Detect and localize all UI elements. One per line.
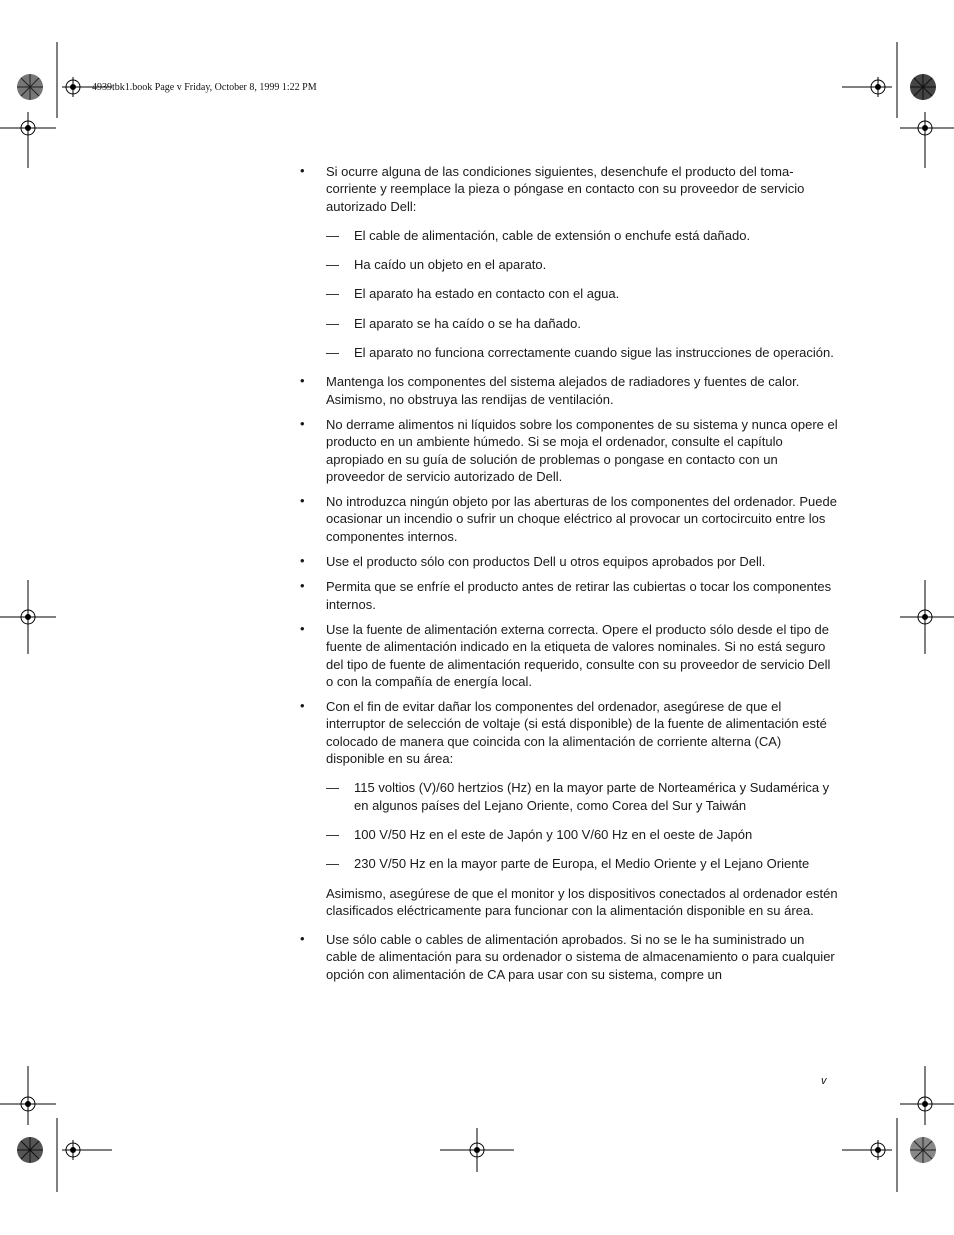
sub-item: — 230 V/50 Hz en la mayor parte de Europa, el Medio Oriente y el Lejano Oriente [326, 856, 810, 872]
sub-item: — 115 voltios (V)/60 hertzios (Hz) en la mayor parte de Norteamérica y Sudamérica y en algunos países del Lejano Oriente, como Corea del Sur y Taiwán [326, 780, 830, 813]
item-text: Use sólo cable o cables de alimentación aprobados. Si no se le ha suministrado un cable de alimentación para su ordenador o sistema de almacenamiento o para cualquier opción con alimentación de CA para usar con su sistema, compre un [326, 932, 835, 982]
bullet-icon: • [300, 578, 305, 594]
dash-icon: — [326, 856, 339, 872]
sub-item: — El cable de alimentación, cable de extensión o enchufe está dañado. [326, 227, 751, 243]
list-item [298, 621, 838, 690]
bullet-icon: • [300, 373, 305, 389]
list-item [298, 163, 838, 361]
bullet-icon: • [300, 698, 305, 714]
dash-icon: — [326, 227, 339, 243]
list-item [298, 416, 838, 485]
list-item [298, 553, 838, 570]
dash-icon: — [326, 315, 339, 331]
list-item [298, 373, 838, 408]
list-item [298, 578, 838, 613]
item-text: No derrame alimentos ni líquidos sobre los componentes de su sistema y nunca opere el producto en un ambiente húmedo. Si se moja el ordenador, consulte el capítulo apropiado en su guía de solución de problemas o pongase en contacto con un proveedor de servicio autorizado de Dell. [326, 416, 838, 484]
item-text: Permita que se enfríe el producto antes de retirar las cubiertas o tocar los componentes internos. [326, 579, 832, 612]
item-text: Si ocurre alguna de las condiciones siguientes, desenchufe el producto del toma-corriente y reemplace la pieza o póngase en contacto con su proveedor de servicio autorizado Dell: [326, 164, 805, 214]
safety-instructions [298, 163, 838, 983]
item-text: Con el fin de evitar dañar los componentes del ordenador, asegúrese de que el interruptor de selección de voltaje (si está disponible) de la fuente de alimentación esté colocado de manera que coincida con la alimentación de corriente alterna (CA) disponible en su área: [326, 699, 827, 767]
dash-icon: — [326, 257, 339, 273]
sub-item: — El aparato se ha caído o se ha dañado. [326, 315, 581, 331]
dash-icon: — [326, 345, 339, 361]
page-number: v [821, 1075, 827, 1087]
bullet-icon: • [300, 931, 305, 947]
list-item [298, 698, 838, 919]
bullet-icon: • [300, 620, 305, 636]
item-text: Use el producto sólo con productos Dell u otros equipos aprobados por Dell. [326, 554, 766, 570]
item-text: No introduzca ningún objeto por las aberturas de los componentes del ordenador. Puede ocasionar un incendio o sufrir un choque eléctrico al provocar un cortocircuito entre los componentes internos. [326, 494, 837, 544]
bullet-icon: • [300, 553, 305, 569]
bullet-icon: • [300, 493, 305, 509]
sub-item: — Ha caído un objeto en el aparato. [326, 257, 547, 273]
dash-icon: — [326, 826, 339, 842]
item-text: Use la fuente de alimentación externa correcta. Opere el producto sólo desde el tipo de fuente de alimentación indicado en la etiqueta de valores nominales. Si no está seguro del tipo de fuente de alimentación requerido, consulte con su proveedor de servicio Dell o con la compañía de energía local. [326, 621, 831, 689]
sub-item: — El aparato ha estado en contacto con el agua. [326, 286, 620, 302]
sub-item: — 100 V/50 Hz en el este de Japón y 100 V/60 Hz en el oeste de Japón [326, 826, 753, 842]
list-item [298, 931, 838, 983]
bullet-icon: • [300, 163, 305, 178]
print-header: 4939tbk1.book Page v Friday, October 8, 1999 1:22 PM [92, 82, 317, 93]
item-text: Mantenga los componentes del sistema alejados de radiadores y fuentes de calor. Asimismo, no obstruya las rendijas de ventilación. [326, 374, 800, 407]
item-note: Asimismo, asegúrese de que el monitor y los dispositivos conectados al ordenador estén clasificados eléctricamente para funcionar con la alimentación disponible en su área. [326, 885, 838, 918]
sub-item: — El aparato no funciona correctamente cuando sigue las instrucciones de operación. [326, 345, 834, 361]
dash-icon: — [326, 286, 339, 302]
list-item [298, 493, 838, 545]
bullet-icon: • [300, 415, 305, 431]
dash-icon: — [326, 780, 339, 796]
